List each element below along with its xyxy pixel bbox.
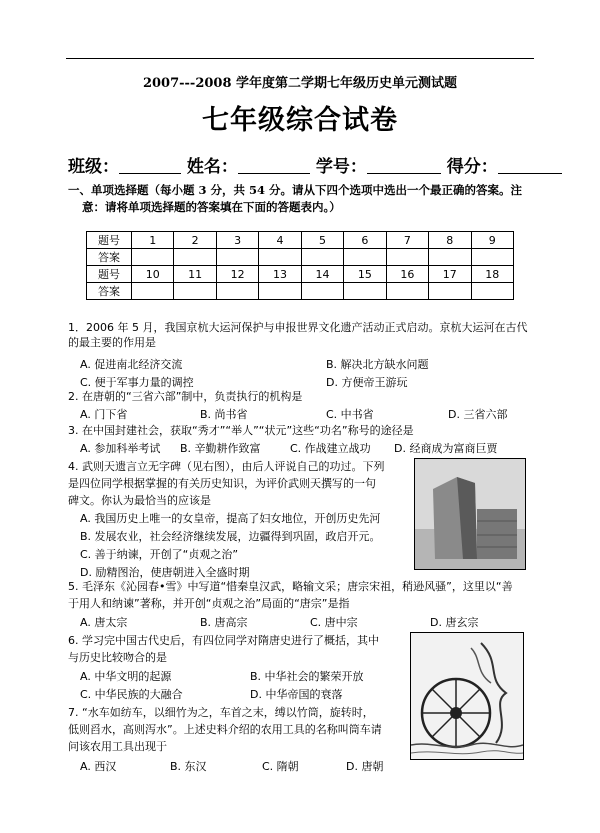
table-cell: 9 — [471, 232, 514, 249]
score-blank[interactable] — [498, 157, 562, 174]
answer-cell[interactable] — [259, 249, 301, 266]
table-row — [87, 232, 514, 249]
question-line: 碑文。你认为最恰当的应该是 — [68, 494, 211, 507]
q7-option-c: C. 隋朝 — [262, 760, 299, 773]
q1-option-b: B. 解决北方缺水问题 — [326, 358, 429, 371]
table-cell: 17 — [429, 266, 471, 283]
table-cell: 6 — [344, 232, 386, 249]
question-line: 4. 武则天遗言立无字碑（见右图），由后人评说自己的功过。下列 — [68, 460, 385, 473]
table-cell: 1 — [132, 232, 174, 249]
answer-table — [86, 231, 514, 300]
q5-option-c: C. 唐中宗 — [310, 616, 358, 629]
table-cell: 7 — [386, 232, 428, 249]
table-cell: 12 — [216, 266, 258, 283]
q4-option-b: B. 发展农业，社会经济继续发展，边疆得到巩固，政启开元。 — [80, 530, 381, 543]
table-header-cell: 题号 — [87, 232, 132, 249]
answer-cell[interactable] — [471, 249, 514, 266]
q1-option-c: C. 便于军事力量的调控 — [80, 376, 194, 389]
answer-cell[interactable] — [301, 249, 343, 266]
question-line: 低则舀水，高则泻水”。上述史料介绍的农用工具的名称叫筒车请 — [68, 723, 382, 736]
q6-option-d: D. 中华帝国的衰落 — [250, 688, 343, 701]
question-line: 的最主要的作用是 — [68, 336, 156, 349]
q7-option-b: B. 东汉 — [170, 760, 207, 773]
table-cell: 11 — [174, 266, 216, 283]
q6-option-c: C. 中华民族的大融合 — [80, 688, 183, 701]
answer-cell[interactable] — [301, 283, 343, 300]
question-5-stem — [68, 578, 513, 612]
question-line: 问该农用工具出现于 — [68, 740, 167, 753]
question-line: 5. 毛泽东《沁园春•雪》中写道“惜秦皇汉武，略输文采；唐宗宋祖，稍逊风骚”，这里以“善 — [68, 580, 513, 593]
table-row — [87, 266, 514, 283]
water-wheel-illustration — [411, 633, 523, 759]
question-7-stem — [68, 704, 382, 755]
q3-option-c: C. 作战建立战功 — [290, 442, 371, 455]
water-wheel-image — [410, 632, 524, 760]
q3-option-b: B. 辛勤耕作致富 — [180, 442, 261, 455]
question-line: 于用人和纳谏”著称，并开创“贞观之治”局面的“唐宗”是指 — [68, 597, 350, 610]
question-line: 6. 学习完中国古代史后，有四位同学对隋唐史进行了概括，其中 — [68, 634, 379, 647]
answer-cell[interactable] — [344, 283, 386, 300]
table-header-cell: 答案 — [87, 283, 132, 300]
answer-cell[interactable] — [429, 283, 471, 300]
q2-option-b: B. 尚书省 — [200, 408, 248, 421]
table-cell: 15 — [344, 266, 386, 283]
answer-cell[interactable] — [174, 249, 216, 266]
table-row — [87, 283, 514, 300]
question-6-stem — [68, 632, 379, 666]
q7-option-d: D. 唐朝 — [346, 760, 384, 773]
question-1-stem — [68, 320, 527, 350]
table-header-cell: 答案 — [87, 249, 132, 266]
q6-option-b: B. 中华社会的繁荣开放 — [250, 670, 364, 683]
table-cell: 5 — [301, 232, 343, 249]
question-2-stem: 2. 在唐朝的“三省六部”制中，负责执行的机构是 — [68, 390, 303, 403]
name-blank[interactable] — [238, 157, 310, 174]
section-line-1: 一、单项选择题（每小题 3 分，共 54 分。请从下四个选项中选出一个最正确的答案。注 — [68, 183, 523, 197]
score-label: 得分： — [446, 157, 498, 177]
answer-cell[interactable] — [174, 283, 216, 300]
table-row — [87, 249, 514, 266]
answer-cell[interactable] — [386, 283, 428, 300]
q7-option-a: A. 西汉 — [80, 760, 117, 773]
question-line: 是四位同学根据掌握的有关历史知识，为评价武则天撰写的一句 — [68, 477, 376, 490]
answer-cell[interactable] — [216, 249, 258, 266]
q1-option-d: D. 方便帝王游玩 — [326, 376, 408, 389]
section-line-2: 意：请将单项选择题的答案填在下面的答题表内。） — [82, 200, 341, 214]
table-cell: 16 — [386, 266, 428, 283]
section-one-instructions — [68, 182, 538, 216]
q4-option-a: A. 我国历史上唯一的女皇帝，提高了妇女地位，开创历史先河 — [80, 512, 381, 525]
table-cell: 14 — [301, 266, 343, 283]
q2-option-c: C. 中书省 — [326, 408, 374, 421]
question-3-stem: 3. 在中国封建社会，获取“秀才”“举人”“状元”这些“功名”称号的途径是 — [68, 424, 414, 437]
table-cell: 18 — [471, 266, 514, 283]
exam-subtitle: 2007---2008 学年度第二学期七年级历史单元测试题 — [142, 76, 458, 91]
class-label: 班级： — [68, 157, 119, 177]
top-rule — [66, 58, 534, 59]
question-4-stem — [68, 458, 385, 509]
q5-option-b: B. 唐高宗 — [200, 616, 248, 629]
answer-cell[interactable] — [386, 249, 428, 266]
question-line: 1．2006 年 5 月，我国京杭大运河保护与申报世界文化遗产活动正式启动。京杭大运河在古代 — [68, 321, 528, 334]
q4-option-d: D. 励精图治，使唐朝进入全盛时期 — [80, 566, 250, 579]
answer-cell[interactable] — [429, 249, 471, 266]
q5-option-a: A. 唐太宗 — [80, 616, 128, 629]
table-cell: 2 — [174, 232, 216, 249]
answer-cell[interactable] — [471, 283, 514, 300]
answer-cell[interactable] — [259, 283, 301, 300]
table-cell: 3 — [216, 232, 258, 249]
q3-option-d: D. 经商成为富商巨贾 — [394, 442, 498, 455]
student-info-line — [68, 152, 548, 177]
q2-option-d: D. 三省六部 — [448, 408, 508, 421]
q1-option-a: A. 促进南北经济交流 — [80, 358, 183, 371]
id-label: 学号： — [315, 157, 367, 177]
q6-option-a: A. 中华文明的起源 — [80, 670, 172, 683]
answer-cell[interactable] — [216, 283, 258, 300]
table-cell: 4 — [259, 232, 301, 249]
q2-option-a: A. 门下省 — [80, 408, 128, 421]
q5-option-d: D. 唐玄宗 — [430, 616, 479, 629]
table-cell: 10 — [132, 266, 174, 283]
question-line: 与历史比较吻合的是 — [68, 651, 167, 664]
class-blank[interactable] — [119, 157, 181, 174]
table-cell: 13 — [259, 266, 301, 283]
answer-cell[interactable] — [132, 249, 174, 266]
id-blank[interactable] — [367, 157, 441, 174]
exam-title: 七年级综合试卷 — [202, 105, 398, 136]
q4-option-c: C. 善于纳谏，开创了“贞观之治” — [80, 548, 239, 561]
table-header-cell: 题号 — [87, 266, 132, 283]
answer-cell[interactable] — [132, 283, 174, 300]
name-label: 姓名： — [186, 157, 238, 177]
q3-option-a: A. 参加科举考试 — [80, 442, 161, 455]
table-cell: 8 — [429, 232, 471, 249]
question-line: 7. “水车如纺车，以细竹为之，车首之末，缚以竹筒，旋转时， — [68, 706, 374, 719]
answer-cell[interactable] — [344, 249, 386, 266]
wordless-stele-image — [414, 458, 526, 570]
stele-illustration — [415, 459, 525, 569]
